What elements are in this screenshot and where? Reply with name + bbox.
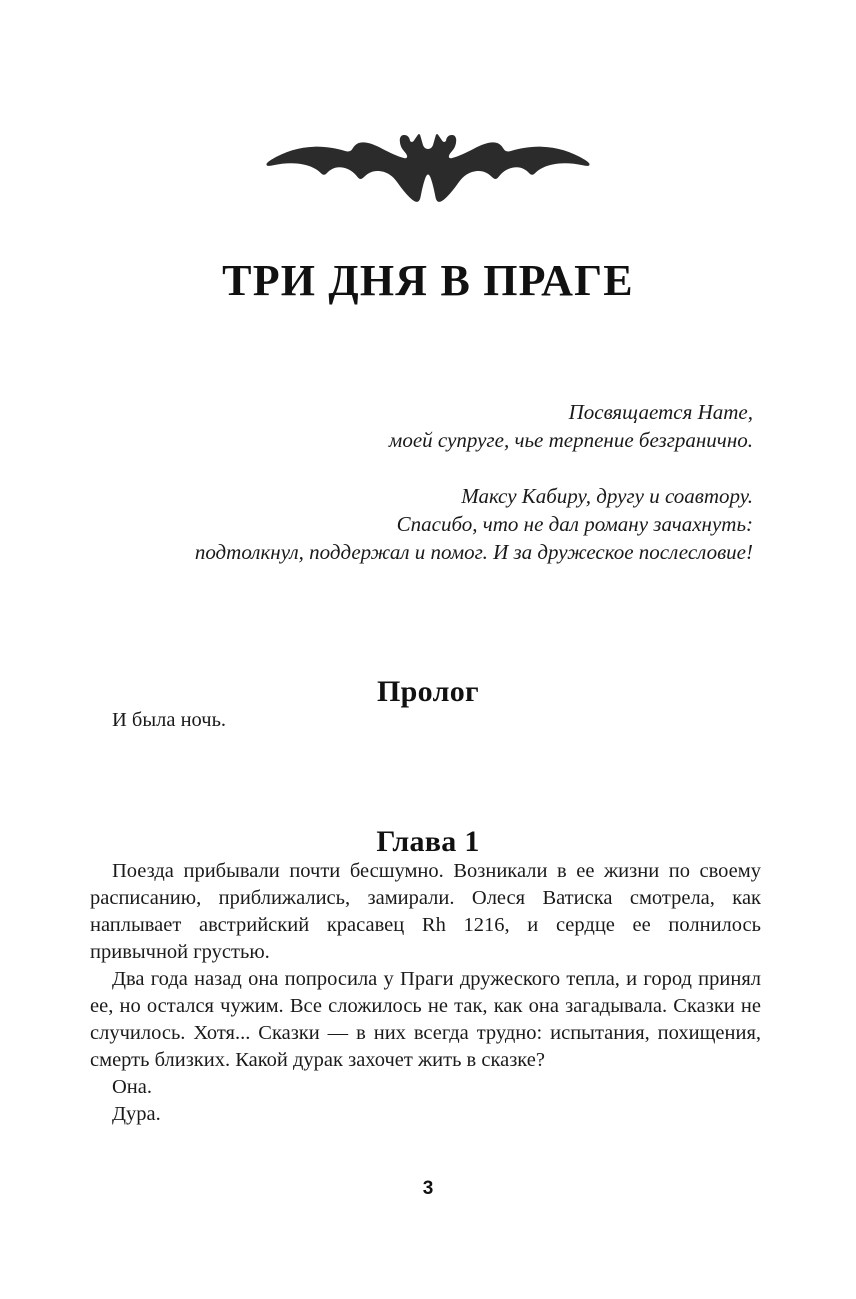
paragraph: И была ночь. — [112, 709, 227, 731]
bat-icon — [266, 133, 590, 203]
book-title: ТРИ ДНЯ В ПРАГЕ — [222, 256, 634, 306]
section-heading-chapter: Глава 1 — [376, 824, 480, 858]
paragraph: Поезда прибывали почти бесшумно. Возникали в ее жизни по своему расписанию, приближались, замирали. Олеся Ватиска смотрела, как наплывает австрийский красавец Rh 1216, и сердце ее полнилось привычной грустью. — [90, 860, 761, 963]
paragraph: Дура. — [112, 1103, 161, 1125]
section-body-chapter — [90, 858, 761, 1128]
paragraph: Два года назад она попросила у Праги дружеского тепла, и город принял ее, но остался чужим. Все сложилось не так, как она загадывала. Сказки не случилось. Хотя... Сказки — в них всегда трудно: испытания, похищения, смерть близких. Какой дурак захочет жить в сказке? — [90, 968, 761, 1071]
bat-emblem — [0, 133, 856, 203]
dedication-line: моей супруге, чье терпение безгранично. — [388, 428, 753, 452]
dedication-line: подтолкнул, поддержал и помог. И за дружеское послесловие! — [194, 540, 753, 564]
paragraph: Она. — [112, 1076, 152, 1098]
dedication-section — [96, 398, 753, 566]
dedication-line: Спасибо, что не дал роману зачахнуть: — [396, 512, 753, 536]
dedication-block — [96, 482, 753, 566]
dedication-line: Посвящается Нате, — [568, 400, 753, 424]
section-heading-prologue: Пролог — [377, 674, 479, 708]
page-number: 3 — [422, 1178, 434, 1199]
dedication-block — [96, 398, 753, 454]
dedication-line: Максу Кабиру, другу и соавтору. — [461, 484, 753, 508]
section-body-prologue — [90, 707, 761, 734]
